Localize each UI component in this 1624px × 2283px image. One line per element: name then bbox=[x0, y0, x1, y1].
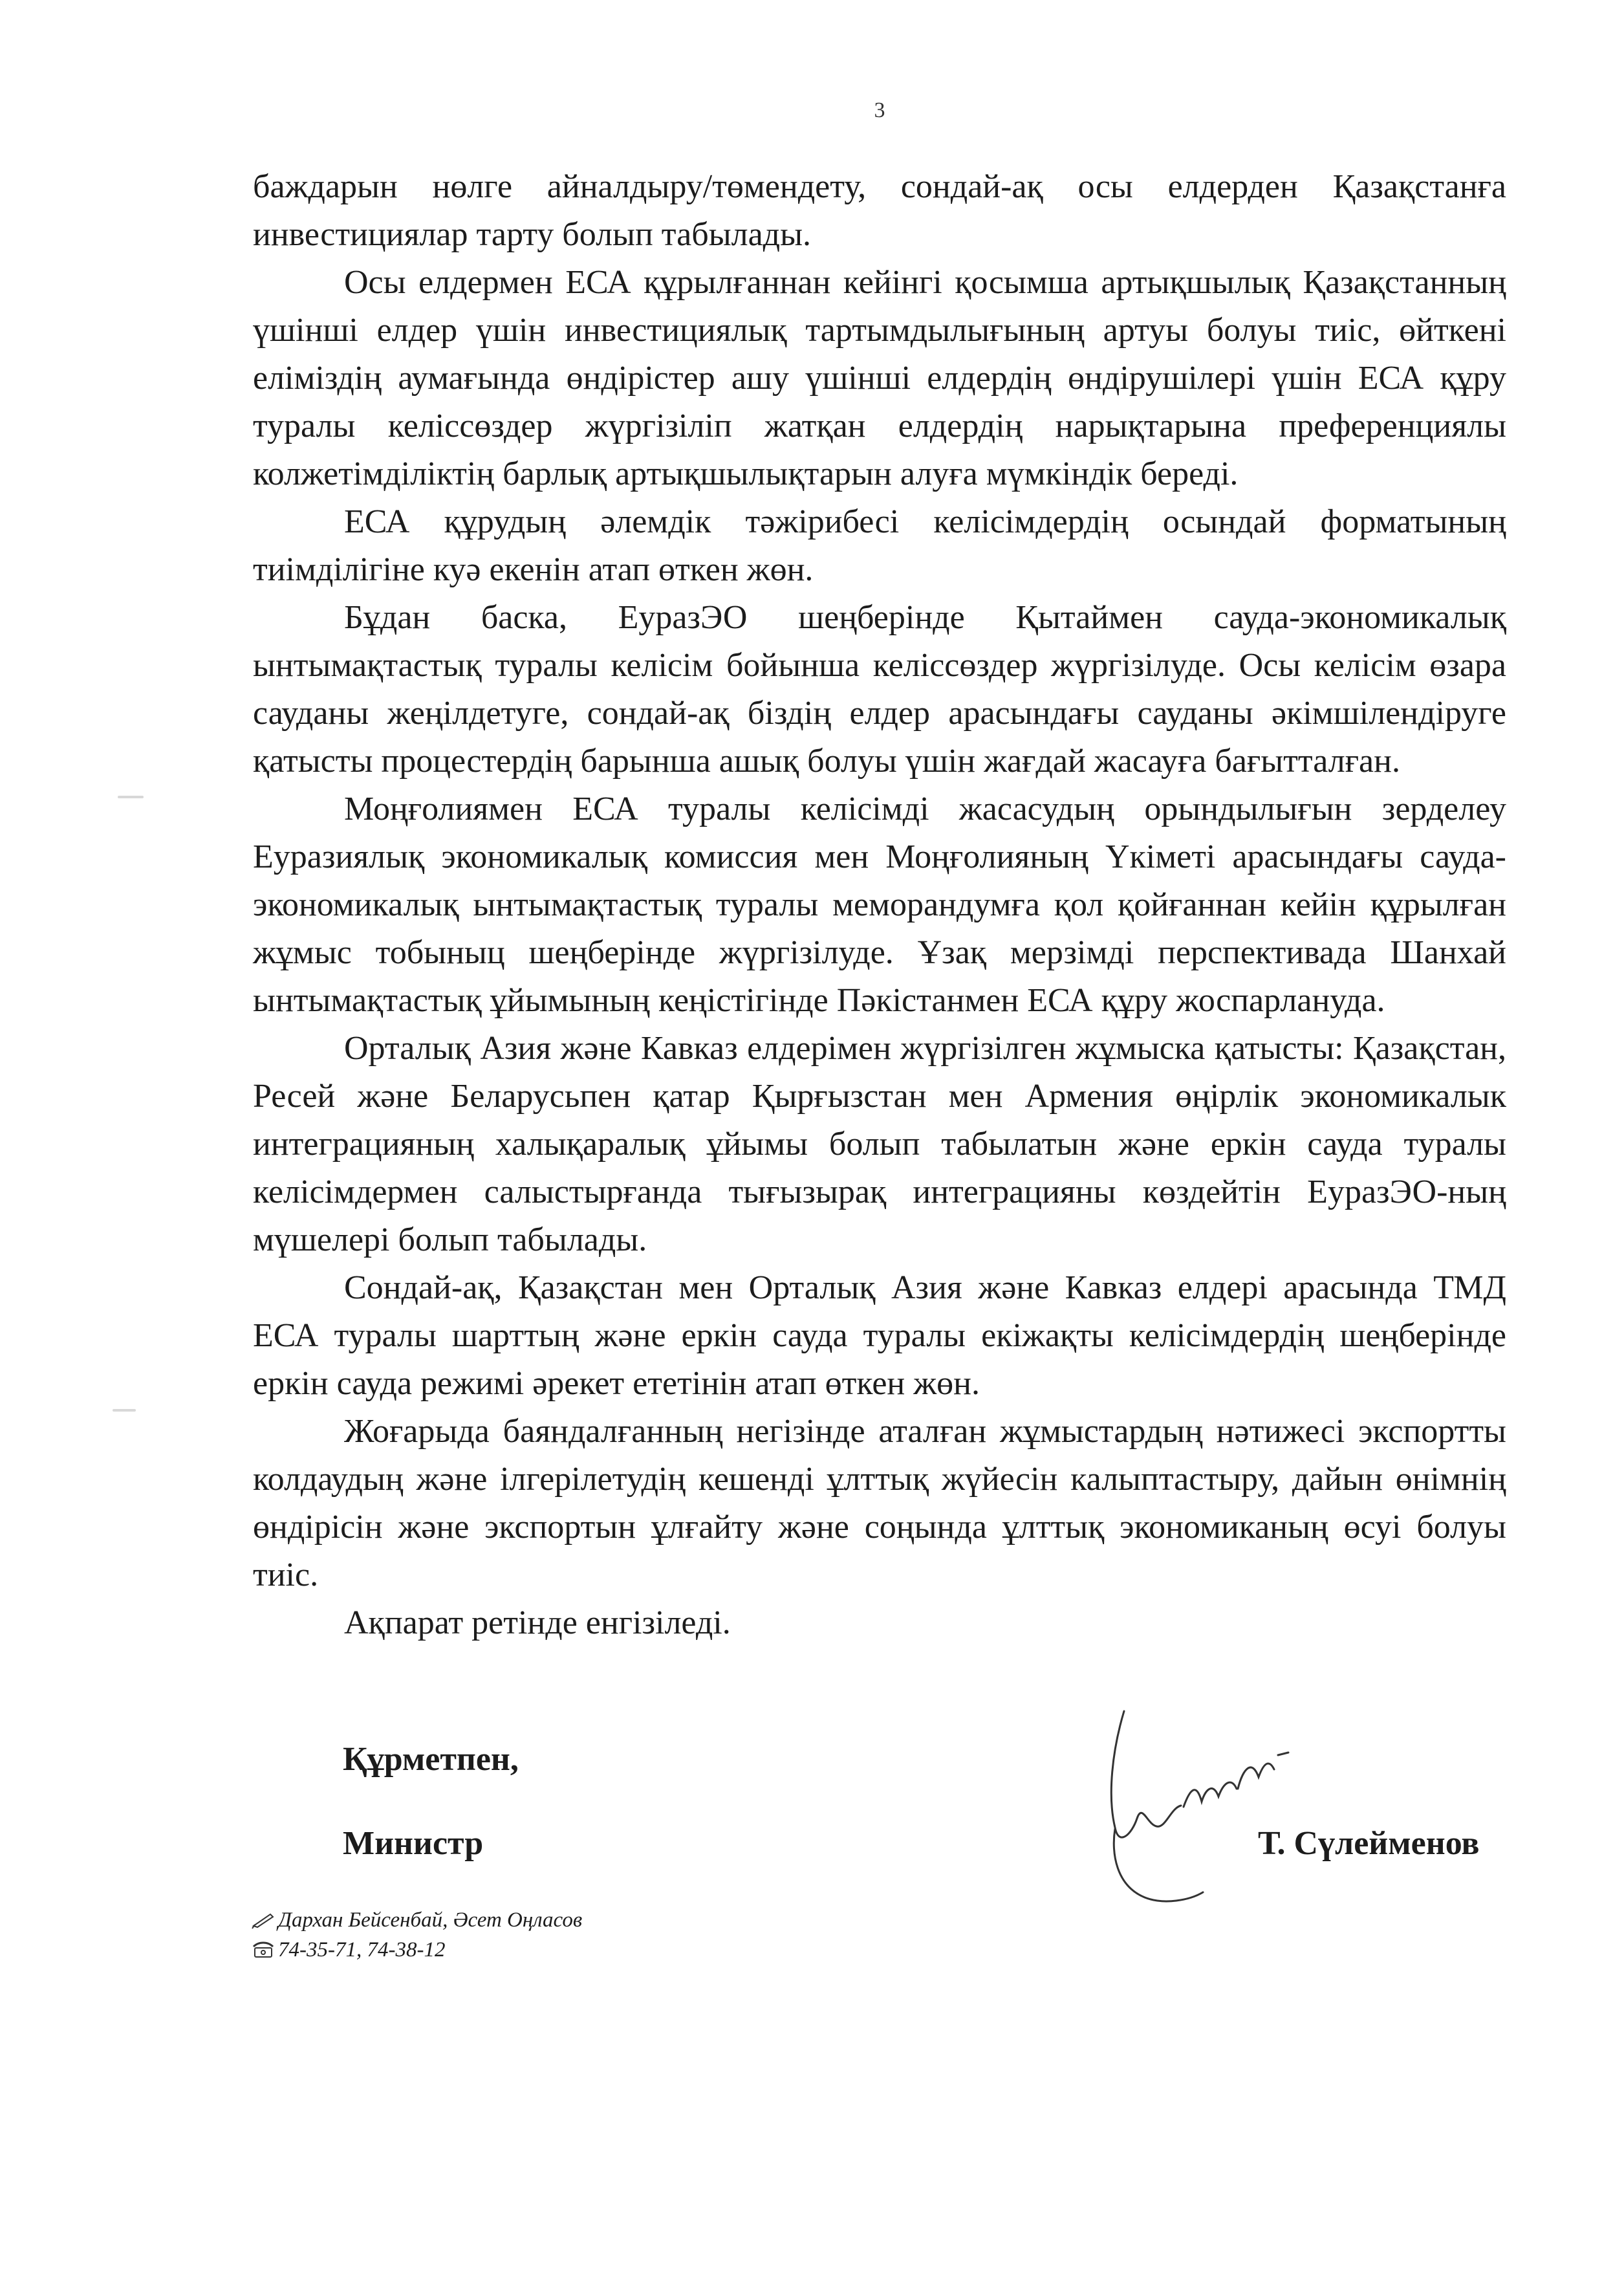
paragraph-3: ЕСА құрудың әлемдік тәжірибесі келісімдердің осындай форматының тиімділігіне куә екенін атап өткен жөн. bbox=[253, 503, 1506, 588]
executor-info bbox=[251, 1905, 582, 1965]
scan-artifact bbox=[113, 1409, 136, 1412]
handwritten-signature bbox=[1099, 1692, 1410, 1912]
signer-title: Министр bbox=[343, 1825, 484, 1862]
paragraph-6: Орталық Азия және Кавказ елдерімен жүргізілген жұмыска қатысты: Қазақстан, Ресей және Беларусьпен қатар Қырғызстан мен Армения өңірлік экономикалык интеграцияның халықаралық ұйымы болып табылатын және еркін сауда туралы келісімдермен салыстырғанда тығызырақ интеграцияны көздейтін ЕуразЭО-ның мүшелері болып табылады. bbox=[253, 1030, 1506, 1258]
scan-artifact bbox=[118, 796, 144, 798]
letter-body bbox=[253, 163, 1506, 1647]
paragraph-5: Моңғолиямен ЕСА туралы келісімді жасасудың орындылығын зерделеу Еуразиялық экономикалық комиссия мен Моңғолияның Үкіметі арасындағы сауда-экономикалық ынтымақтастық туралы меморандумға қол қойғаннан кейін құрылған жұмыс тобыныц шеңберінде жүргізілуде. Ұзақ мерзімді перспективада Шанхай ынтымақтастық ұйымының кеңістігінде Пәкістанмен ЕСА құру жоспарлануда. bbox=[253, 791, 1506, 1019]
pen-icon bbox=[251, 1910, 277, 1930]
paragraph-4: Бұдан баска, ЕуразЭО шеңберінде Қытаймен сауда-экономикалық ынтымақтастық туралы келісім бойынша келіссөздер жүргізілуде. Осы келісім өзара сауданы жеңілдетуге, сондай-ақ біздің елдер арасындағы сауданы әкімшілендіруге қатысты процестердің барынша ашық болуы үшін жағдай жасауға бағытталған. bbox=[253, 599, 1506, 780]
page-number: 3 bbox=[874, 98, 885, 122]
closing-regards: Құрметпен, bbox=[343, 1741, 519, 1778]
executor-phones: 74-35-71, 74-38-12 bbox=[278, 1938, 446, 1961]
paragraph-9: Ақпарат ретінде енгізіледі. bbox=[344, 1604, 731, 1641]
paragraph-8: Жоғарыда баяндалғанның негізінде аталған жұмыстардың нәтижесі экспортты колдаудың және ілгерілетудің кешенді ұлттық жүйесін калыптастыру, дайын өнімнің өндірісін және экспортын ұлғайту және соңында ұлттық экономиканың өсуі болуы тиіс. bbox=[253, 1413, 1506, 1593]
paragraph-1: баждарын нөлге айналдыру/төмендету, сондай-ақ осы елдерден Қазақстанға инвестициялар тарту болып табылады. bbox=[253, 168, 1506, 253]
executor-names: Дархан Бейсенбай, Әсет Оңласов bbox=[278, 1908, 583, 1932]
paragraph-2: Осы елдермен ЕСА құрылғаннан кейінгі қосымша артықшылық Қазақстанның үшінші елдер үшін инвестициялық тартымдылығының артуы болуы тиіс, өйткені еліміздің аумағында өндірістер ашу үшінші елдердің өндірушілері үшін ЕСА құру туралы келіссөздер жүргізіліп жатқан елдердің нарықтарына преференциялы колжетімділіктің барлық артықшылықтарын алуға мүмкіндік береді. bbox=[253, 264, 1506, 492]
phone-icon bbox=[251, 1940, 277, 1960]
signer-name: Т. Сүлейменов bbox=[1258, 1825, 1480, 1862]
paragraph-7: Сондай-ақ, Қазақстан мен Орталық Азия және Кавказ елдері арасында ТМД ЕСА туралы шарттың және еркін сауда туралы екіжақты келісімдердің шеңберінде еркін сауда режимі әрекет ететінін атап өткен жөн. bbox=[253, 1269, 1506, 1402]
